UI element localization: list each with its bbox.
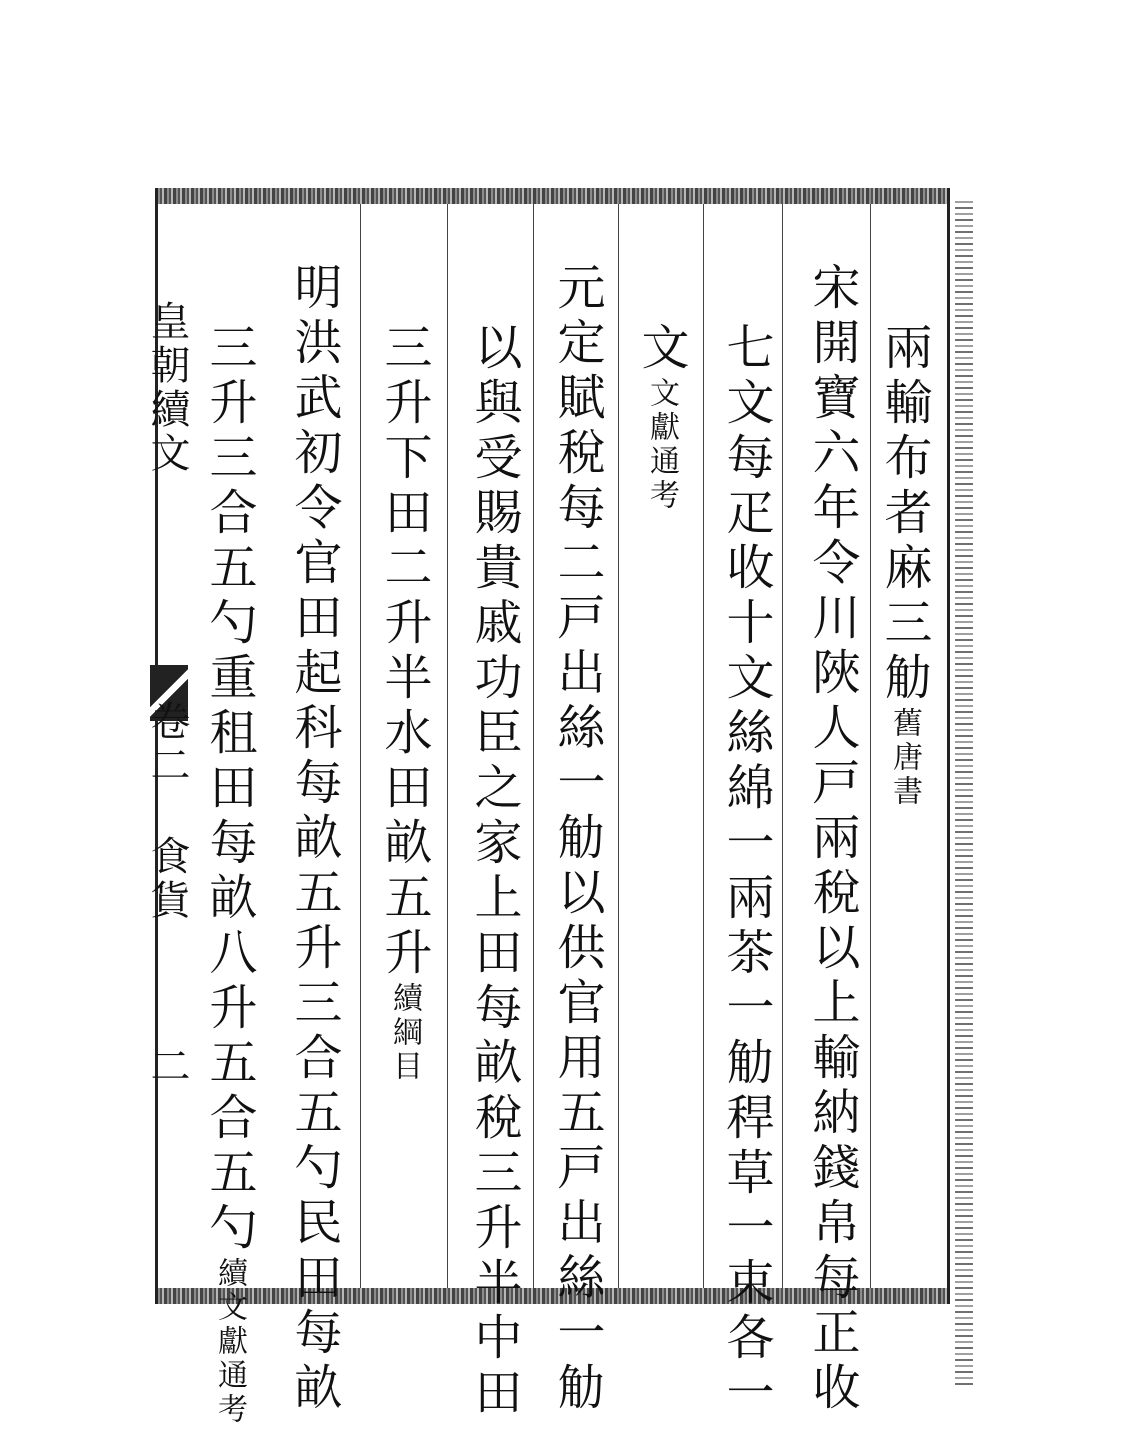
column-rule	[703, 204, 704, 1288]
column-text: 三升三合五勺重租田每畝八升五合五勺	[201, 322, 257, 1257]
column-text: 以與受賜貴戚功臣之家上田每畝稅三升半中田	[466, 322, 522, 1422]
column-text: 兩輸布者麻三觔	[876, 322, 932, 707]
margin-title: 皇朝續文	[144, 300, 190, 476]
column-note: 文獻通考	[644, 377, 679, 513]
text-column	[804, 262, 860, 1417]
text-column	[718, 322, 774, 1422]
page-edge	[955, 200, 973, 1385]
margin-volume: 卷二	[144, 700, 190, 788]
text-column	[466, 322, 522, 1422]
column-text: 文	[633, 322, 689, 377]
text-column	[201, 322, 257, 1427]
column-rule	[870, 204, 871, 1288]
column-note: 舊唐書	[887, 707, 922, 809]
text-column	[286, 262, 342, 1417]
column-note: 續綱目	[387, 982, 422, 1084]
text-column	[876, 322, 932, 809]
column-text: 宋開寶六年令川陜人戸兩稅以上輸納錢帛每正收	[804, 262, 860, 1417]
column-rule	[533, 204, 534, 1288]
column-text: 七文每疋收十文絲綿一兩茶一觔稈草一束各一	[718, 322, 774, 1422]
column-text: 三升下田二升半水田畝五升	[376, 322, 432, 982]
frame-top-border	[155, 188, 950, 204]
frame-right-border	[947, 188, 950, 1304]
column-note: 續文獻通考	[212, 1257, 247, 1427]
margin-section: 食貨	[144, 835, 190, 923]
column-rule	[360, 204, 361, 1288]
text-column	[376, 322, 432, 1084]
text-column	[549, 262, 605, 1417]
column-rule	[447, 204, 448, 1288]
column-rule	[618, 204, 619, 1288]
margin-page-number: 二	[144, 1045, 190, 1089]
column-text: 元定賦稅每二戸出絲一觔以供官用五戸出絲一觔	[549, 262, 605, 1417]
text-column	[633, 322, 689, 513]
column-rule	[782, 204, 783, 1288]
column-text: 明洪武初令官田起科每畝五升三合五勺民田每畝	[286, 262, 342, 1417]
